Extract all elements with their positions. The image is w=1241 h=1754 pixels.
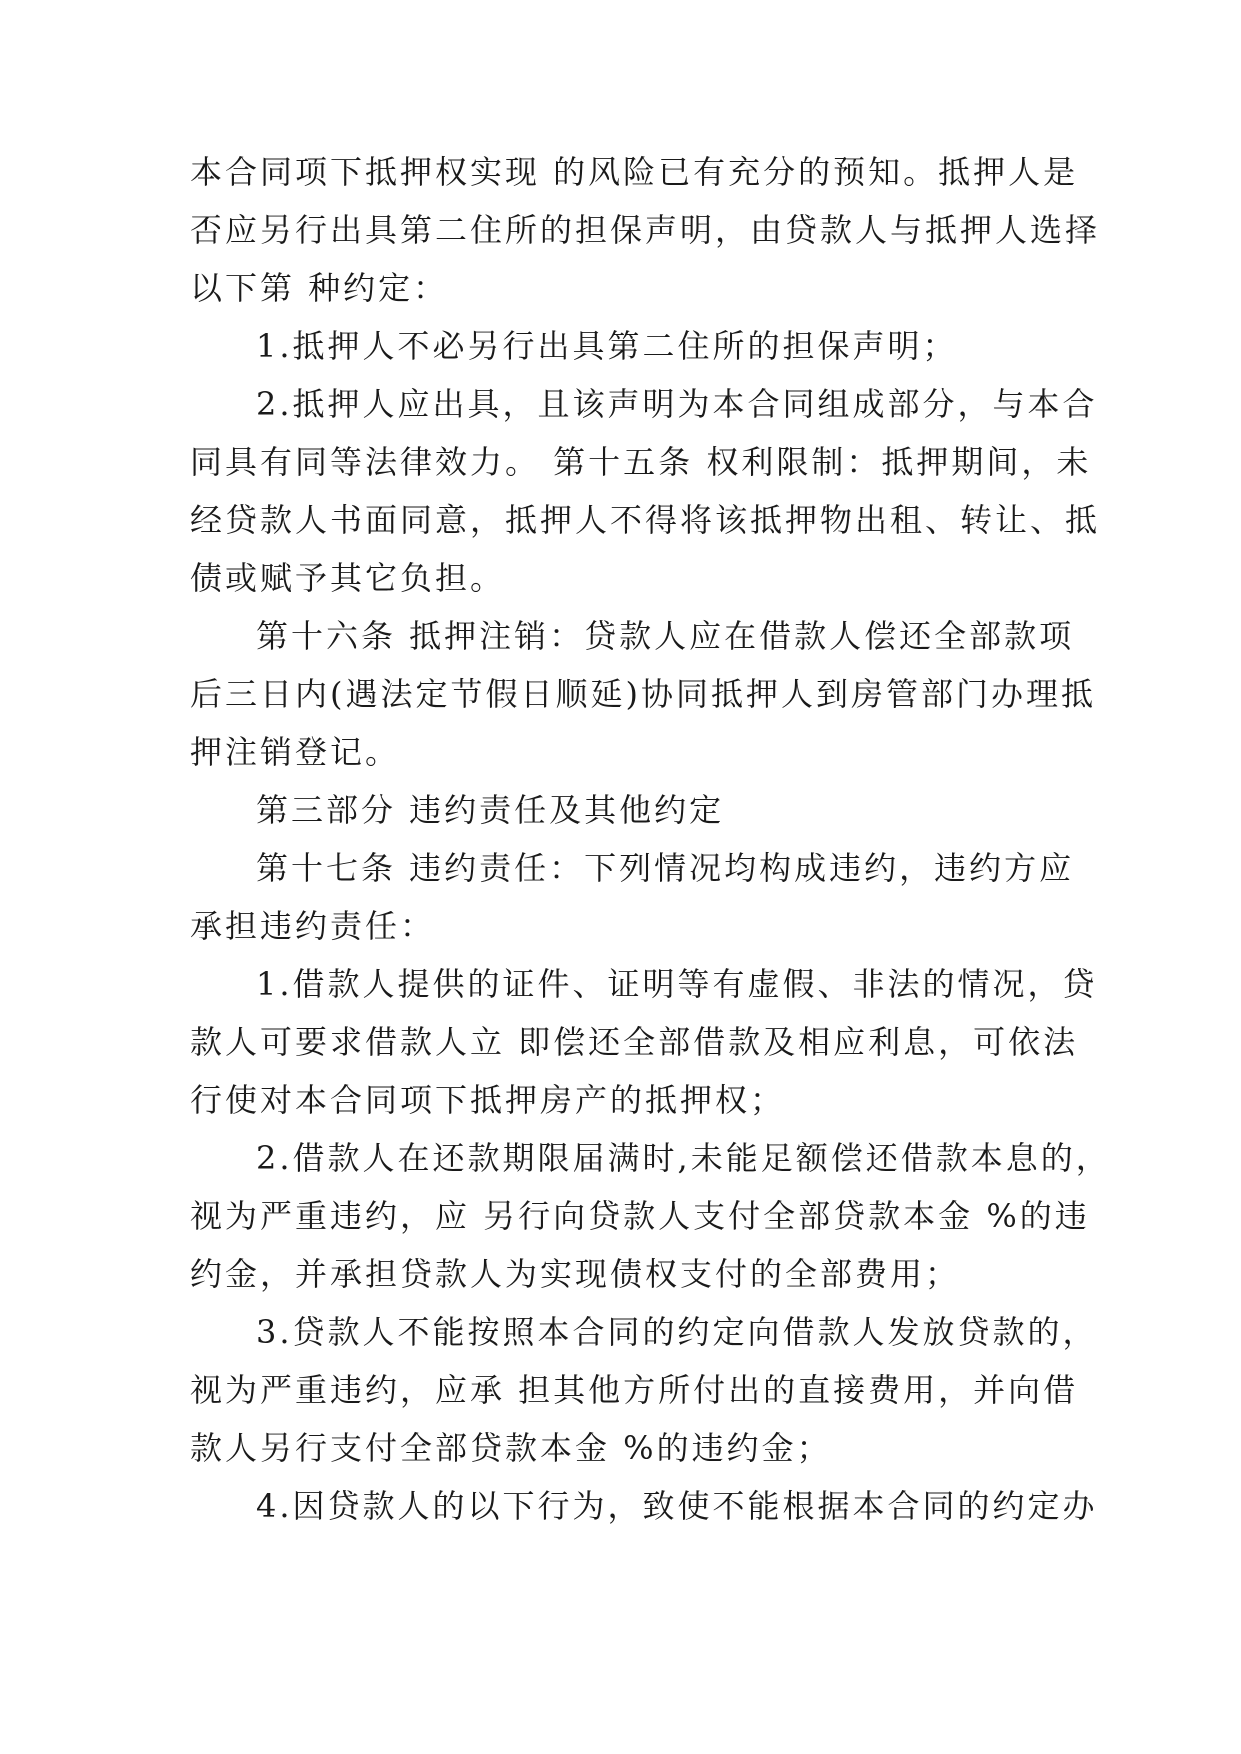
section-heading: 第三部分 违约责任及其他约定: [256, 791, 725, 829]
list-item: 3.贷款人不能按照本合同的约定向借款人发放贷款的，: [256, 1313, 1098, 1351]
text-line: 约金，并承担贷款人为实现债权支付的全部费用；: [190, 1255, 961, 1293]
text-line: 同具有同等法律效力。 第十五条 权利限制：抵押期间，未: [190, 443, 1092, 481]
list-item: 4.因贷款人的以下行为，致使不能根据本合同的约定办: [256, 1487, 1098, 1525]
list-item: 2.借款人在还款期限届满时,未能足额偿还借款本息的，: [256, 1139, 1111, 1177]
text-line: 经贷款人书面同意，抵押人不得将该抵押物出租、转让、抵: [190, 501, 1101, 539]
text-line: 承担违约责任：: [190, 907, 436, 945]
text-line: 款人另行支付全部贷款本金 %的违约金；: [190, 1429, 832, 1467]
text-line: 债或赋予其它负担。: [190, 559, 506, 597]
list-item: 1.抵押人不必另行出具第二住所的担保声明；: [256, 327, 958, 365]
list-item: 2.抵押人应出具，且该声明为本合同组成部分，与本合: [256, 385, 1098, 423]
text-line: 行使对本合同项下抵押房产的抵押权；: [190, 1081, 786, 1119]
text-line: 以下第 种约定：: [190, 269, 449, 307]
text-line: 本合同项下抵押权实现 的风险已有充分的预知。抵押人是: [190, 153, 1079, 191]
text-line: 后三日内(遇法定节假日顺延)协同抵押人到房管部门办理抵: [190, 675, 1096, 713]
article-paragraph: 第十六条 抵押注销：贷款人应在借款人偿还全部款项: [256, 617, 1075, 655]
text-line: 押注销登记。: [190, 733, 401, 771]
text-line: 否应另行出具第二住所的担保声明，由贷款人与抵押人选择: [190, 211, 1101, 249]
list-item: 1.借款人提供的证件、证明等有虚假、非法的情况，贷: [256, 965, 1098, 1003]
text-line: 款人可要求借款人立 即偿还全部借款及相应利息，可依法: [190, 1023, 1079, 1061]
text-line: 视为严重违约，应 另行向贷款人支付全部贷款本金 %的违: [190, 1197, 1090, 1235]
article-paragraph: 第十七条 违约责任：下列情况均构成违约，违约方应: [256, 849, 1075, 887]
text-line: 视为严重违约，应承 担其他方所付出的直接费用，并向借: [190, 1371, 1079, 1409]
